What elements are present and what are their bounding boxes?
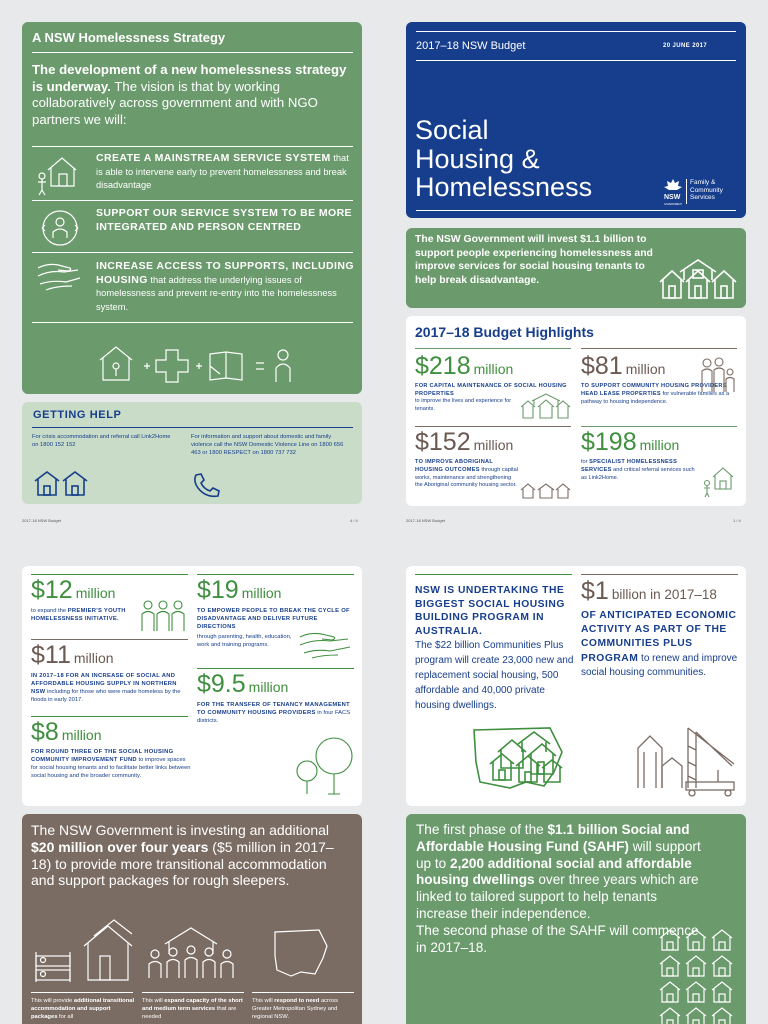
investment-text: The NSW Government will invest $1.1 billion to support people experiencing homelessness and improve services for social housing tenants to help break disadvantage. [415,234,653,286]
waratah-logo-icon [664,179,682,193]
rough-sleepers-outcome: This will provide additional transitional accommodation and support packages for all [31,998,135,1020]
divider [31,992,133,993]
funding-text: to expand the PREMIER'S YOUTH HOMELESSNESS INITIATIVE. [31,608,126,622]
page-footer-label: 2017-18 NSW Budget [406,518,445,523]
facs-logo-text: Family & Community Services [690,179,723,201]
nsw-map-icon [273,928,331,978]
funding-card [22,566,362,806]
help-domestic-violence-text: For information and support about domestic and family violence call the NSW Domestic Violence Line on 1800 656 463 or 1800 RESPECT on 1800 737 732 [191,434,344,456]
divider [31,716,188,717]
getting-help-card [22,402,362,504]
page-number: 1 / 4 [733,518,741,523]
strategy-item-3: INCREASE ACCESS TO SUPPORTS, INCLUDING HOUSING that address the underlying issues of homelessness and prevent re-entry into the homelessness system. [96,260,354,312]
communities-plus-card [406,566,746,806]
highlight-amount: $198 million [581,428,680,456]
divider [581,574,738,575]
funding-text: through parenting, health, education, work and training programs. [197,634,292,648]
cover-title: Social Housing & Homelessness [415,115,593,202]
strategy-card [22,22,362,394]
divider [416,60,736,61]
divider [32,322,353,323]
divider [32,200,353,201]
phone-icon [192,472,220,498]
highlight-text: TO IMPROVE ABORIGINAL HOUSING OUTCOMES through capital works, maintenance and strengthening the Aboriginal community housing sector. [415,459,519,489]
divider [416,210,736,211]
community-group-icon [143,926,239,980]
person-circle-icon [40,208,80,248]
construction-crane-icon [634,726,738,798]
divider [416,31,736,32]
divider [197,668,354,669]
houses-icon [520,483,572,499]
rough-sleepers-outcome: This will expand capacity of the short and medium term services that are needed [142,998,243,1020]
strategy-title: A NSW Homelessness Strategy [32,30,226,45]
sahf-card [406,814,746,1024]
getting-help-title: GETTING HELP [33,409,122,421]
divider [32,146,353,147]
rough-sleepers-card [22,814,362,1024]
divider [197,574,354,575]
sahf-text: The first phase of the $1.1 billion Social and Affordable Housing Fund (SAHF) will support up to 2,200 additional social and affordable housing dwellings over three years which are linked to tailored support to help tenants increase their independence. The second phase of the SAHF will commence in 2017–18. [416,822,701,955]
house-person-icon [34,152,78,196]
divider [31,639,188,640]
funding-amount: $11 million [31,641,114,669]
funding-text: FOR ROUND THREE OF THE SOCIAL HOUSING COMMUNITY IMPROVEMENT FUND to improve spaces for social housing tenants and to facilitate better links between social housing and the broader community. [31,749,191,779]
funding-amount: $19 million [197,576,282,604]
highlight-heading: FOR CAPITAL MAINTENANCE OF SOCIAL HOUSING PROPERTIES [415,383,567,397]
program-amount: $1 billion in 2017–18 [581,577,717,605]
family-icon [699,357,737,393]
page-footer-label: 2017-18 NSW Budget [22,518,61,523]
divider [415,348,571,349]
house-grid-icon [658,928,736,1024]
funding-heading: TO EMPOWER PEOPLE TO BREAK THE CYCLE OF DISADVANTAGE AND DELIVER FUTURE DIRECTIONS [197,608,350,630]
divider [142,992,244,993]
strategy-intro: The development of a new homelessness strategy is underway. The vision is that by working collaboratively across government and with NGO partners we will: [32,62,347,127]
program-heading: NSW IS UNDERTAKING THE BIGGEST SOCIAL HOUSING BUILDING PROGRAM IN AUSTRALIA. [415,585,565,637]
divider [415,574,572,575]
funding-amount: $9.5 million [197,670,289,698]
houses-icon [34,470,90,496]
budget-date: 20 JUNE 2017 [663,43,708,49]
funding-text: IN 2017–18 FOR AN INCREASE OF SOCIAL AND AFFORDABLE HOUSING SUPPLY IN NORTHERN NSW including for those who were made homeless by the floods in early 2017. [31,673,181,703]
houses-icon [658,258,738,300]
help-crisis-text: For crisis accommodation and referral call Link2Home on 1800 152 152 [32,434,171,448]
funding-text: FOR THE TRANSFER OF TENANCY MANAGEMENT TO COMMUNITY HOUSING PROVIDERS in four FACS districts. [197,702,351,724]
trees-icon [294,736,354,796]
highlights-title: 2017–18 Budget Highlights [415,324,594,340]
rough-sleepers-outcome: This will respond to need across Greater Metropolitan Sydney and regional NSW. [252,998,339,1020]
divider [581,426,737,427]
divider [32,52,353,53]
funding-amount: $12 million [31,576,116,604]
beds-houses-icon [34,916,134,986]
highlight-text: to improve the lives and experience for tenants. [415,398,512,412]
divider [32,252,353,253]
divider [31,574,188,575]
nsw-gov-text: GOVERNMENT [664,203,682,206]
investment-card [406,228,746,308]
budget-label: 2017–18 NSW Budget [416,40,526,52]
helping-hand-icon [298,629,352,659]
divider [415,426,571,427]
highlight-text: TO SUPPORT COMMUNITY HOUSING PROVIDERS HEAD LEASE PROPERTIES for vulnerable families as a pathway to housing independence. [581,383,730,405]
rough-sleepers-text: The NSW Government is investing an additional $20 million over four years ($5 million in 2017–18) to provide more transitional accommodation and support packages for rough sleepers. [31,822,334,889]
divider [252,992,354,993]
nsw-map-houses-icon [470,722,580,794]
highlight-amount: $152 million [415,428,514,456]
helping-hand-icon [36,258,82,292]
funding-amount: $8 million [31,718,102,746]
budget-highlights-card [406,316,746,506]
house-key-plus-health-plus-book-equals-person-icon [98,344,298,384]
logo-divider [686,179,687,204]
highlight-amount: $218 million [415,352,514,380]
cover-card [406,22,746,218]
highlight-text: for SPECIALIST HOMELESSNESS SERVICES and critical referral services such as Link2Home. [581,459,695,481]
strategy-item-1: CREATE A MAINSTREAM SERVICE SYSTEM that is able to intervene early to prevent homelessness and break disadvantage [96,152,349,190]
houses-icon [520,393,572,419]
page-number: 4 / 4 [350,518,358,523]
nsw-logo-text: NSW [664,194,681,201]
divider [581,348,737,349]
strategy-item-2: SUPPORT OUR SERVICE SYSTEM TO BE MORE INTEGRATED AND PERSON CENTRED [96,207,352,233]
program-sub-text: OF ANTICIPATED ECONOMIC ACTIVITY AS PART OF THE COMMUNITIES PLUS PROGRAM to renew and improve social housing communities. [581,610,738,678]
house-person-icon [701,463,735,497]
youth-group-icon [140,600,186,632]
divider [32,427,353,428]
program-text: The $22 billion Communities Plus program will create 23,000 new and replacement social housing, 500 affordable and 40,000 private housing dwellings. [415,640,574,711]
highlight-amount: $81 million [581,352,666,380]
